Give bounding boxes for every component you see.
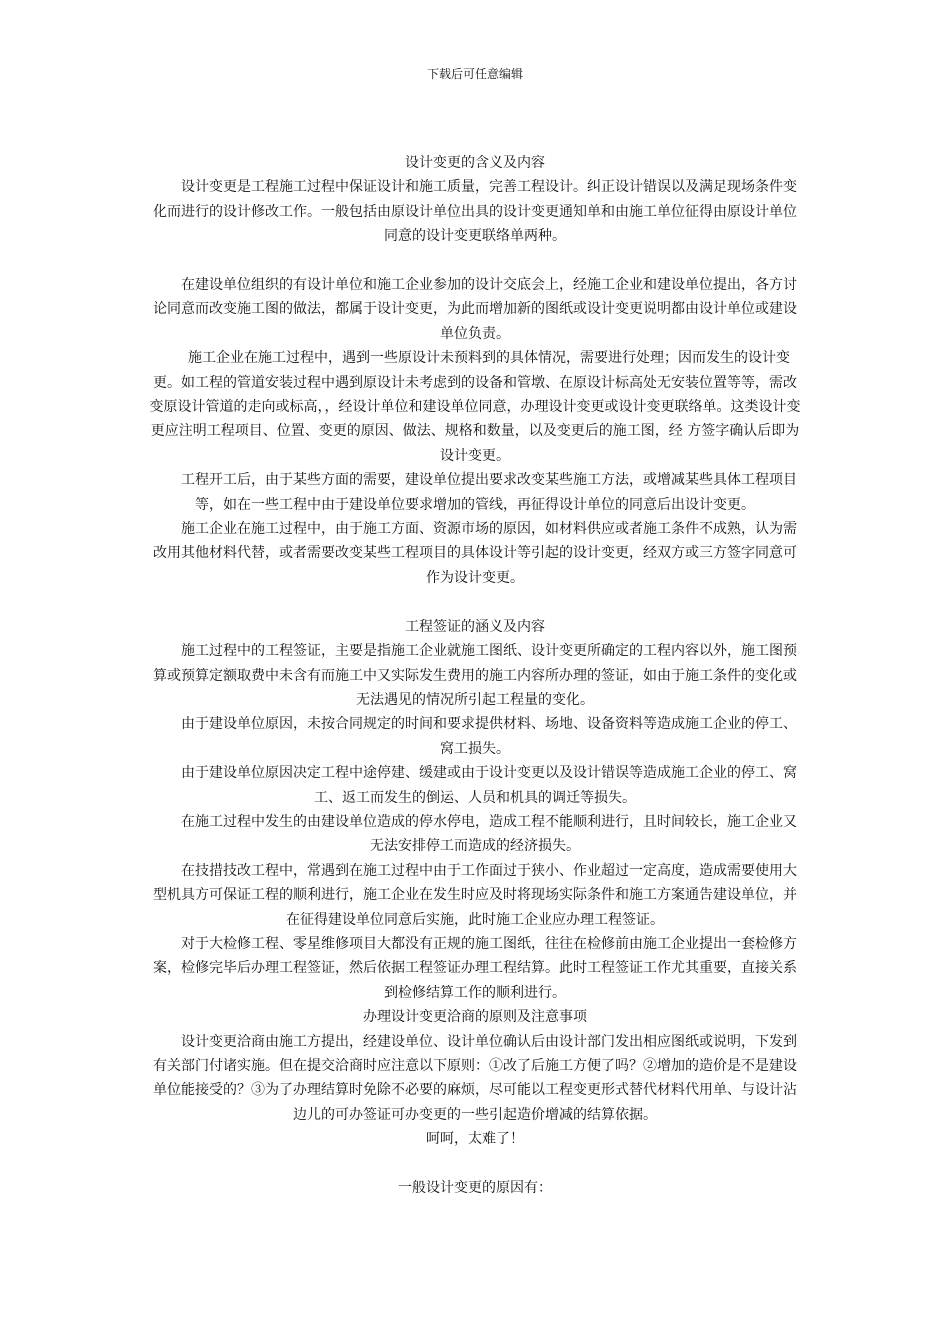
paragraph: 设计变更洽商由施工方提出，经建设单位、设计单位确认后由设计部门发出相应图纸或说明，下发到有关部门付诸实施。但在提交洽商时应注意以下原则：①改了后施工方便了吗？②增加的造价是不是建设单位能接受的？③为了办理结算时免除不必要的麻烦，尽可能以工程变更形式替代材料代用单、与设计沾边儿的可办签证可办变更的一些引起造价增减的结算依据。 bbox=[153, 1033, 797, 1123]
blank-line bbox=[148, 1152, 802, 1176]
paragraph: 在建设单位组织的有设计单位和施工企业参加的设计交底会上，经施工企业和建设单位提出，各方讨论同意而改变施工图的做法，都属于设计变更，为此而增加新的图纸或设计变更说明都由设计单位或建设单位负责。 bbox=[153, 277, 797, 342]
paragraph: 设计变更是工程施工过程中保证设计和施工质量，完善工程设计。纠正设计错误以及满足现场条件变化而进行的设计修改工作。一般包括由原设计单位出具的设计变更通知单和由施工单位征得由原设计单位同意的设计变更联络单两种。 bbox=[153, 179, 797, 245]
section-heading-change-reasons: 一般设计变更的原因有： bbox=[398, 1180, 552, 1197]
section-heading-engineering-visa: 工程签证的涵义及内容 bbox=[405, 618, 545, 635]
paragraph: 施工企业在施工过程中，遇到一些原设计未预料到的具体情况，需要进行处理；因而发生的设计变更。如工程的管道安装过程中遇到原设计未考虑到的设备和管墩、在原设计标高处无安装位置等等，需改变原设计管道的走向或标高，，经设计单位和建设单位同意，办理设计变更或设计变更联络单。这类设计变更应注明工程项目、位置、变更的原因、做法、规格和数量，以及变更后的施工图，经 方签字确认后即为设计变更。 bbox=[149, 350, 801, 464]
paragraph: 施工过程中的工程签证，主要是指施工企业就施工图纸、设计变更所确定的工程内容以外，施工图预算或预算定额取费中未含有而施工中又实际发生费用的施工内容所办理的签证，如由于施工条件的变化或无法遇见的情况所引起工程量的变化。 bbox=[153, 643, 797, 708]
page-header-note: 下载后可任意编辑 bbox=[426, 67, 523, 81]
section-heading-principles: 办理设计变更洽商的原则及注意事项 bbox=[363, 1009, 587, 1026]
paragraph: 由于建设单位原因，未按合同规定的时间和要求提供材料、场地、设备资料等造成施工企业的停工、窝工损失。 bbox=[181, 716, 797, 757]
paragraph: 由于建设单位原因决定工程中途停建、缓建或由于设计变更以及设计错误等造成施工企业的停工、窝工、返工而发生的倒运、人员和机具的调迁等损失。 bbox=[181, 765, 797, 806]
document-body bbox=[148, 151, 802, 1200]
paragraph: 在技措技改工程中，常遇到在施工过程中由于工作面过于狭小、作业超过一定高度，造成需要使用大型机具方可保证工程的顺利进行，施工企业在发生时应及时将现场实际条件和施工方案通告建设单位，并在征得建设单位同意后实施，此时施工企业应办理工程签证。 bbox=[153, 862, 797, 928]
blank-line bbox=[148, 590, 802, 614]
blank-line bbox=[148, 249, 802, 273]
section-heading-design-change: 设计变更的含义及内容 bbox=[405, 155, 545, 171]
paragraph: 施工企业在施工过程中，由于施工方面、资源市场的原因，如材料供应或者施工条件不成熟，认为需改用其他材料代替，或者需要改变某些工程项目的具体设计等引起的设计变更，经双方或三方签字同意可作为设计变更。 bbox=[153, 521, 797, 586]
paragraph: 工程开工后，由于某些方面的需要，建设单位提出要求改变某些施工方法，或增减某些具体工程项目等，如在一些工程中由于建设单位要求增加的管线，再征得设计单位的同意后出设计变更。 bbox=[181, 472, 797, 513]
paragraph: 对于大检修工程、零星维修项目大都没有正规的施工图纸，往往在检修前由施工企业提出一套检修方案，检修完毕后办理工程签证，然后依据工程签证办理工程结算。此时工程签证工作尤其重要，直接关系到检修结算工作的顺利进行。 bbox=[153, 935, 797, 1001]
closing-remark: 呵呵，太难了！ bbox=[426, 1131, 524, 1148]
paragraph: 在施工过程中发生的由建设单位造成的停水停电，造成工程不能顺利进行，且时间较长，施工企业又无法安排停工而造成的经济损失。 bbox=[181, 813, 797, 855]
